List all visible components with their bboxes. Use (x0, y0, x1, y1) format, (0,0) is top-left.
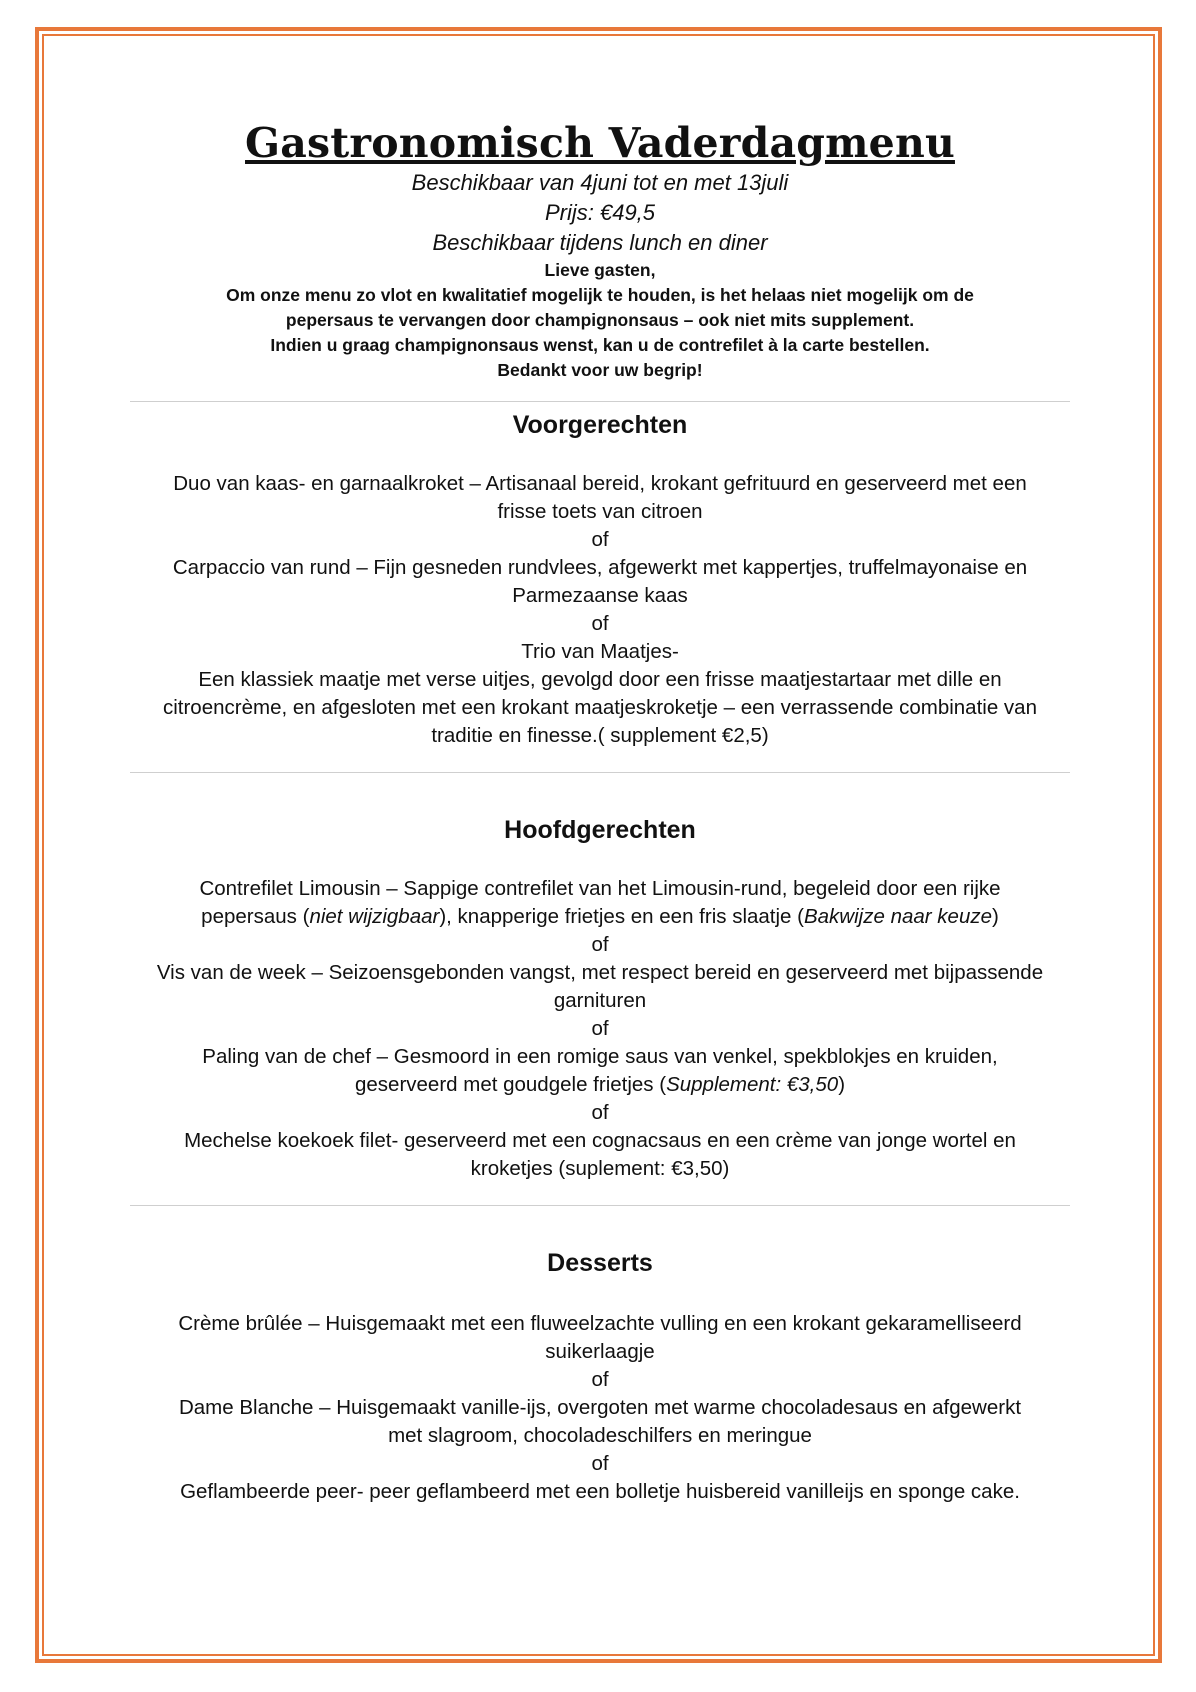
note-italic: Supplement: €3,50 (666, 1073, 839, 1096)
starter-item-cont: citroencrème, en afgesloten met een krokant maatjeskroketje – een verrassende combinatie van (162, 696, 1037, 719)
main-item-cont (130, 903, 1070, 931)
starters-title: Voorgerechten (512, 411, 688, 439)
menu-title: Gastronomisch Vaderdagmenu (245, 119, 955, 167)
main-item: Vis van de week – Seizoensgebonden vangst, met respect bereid en geserveerd met bijpassende (156, 961, 1044, 984)
or-separator: of (591, 1017, 609, 1040)
dessert-item: Dame Blanche – Huisgemaakt vanille-ijs, overgoten met warme chocoladesaus en afgewerkt (178, 1396, 1022, 1419)
main-item-cont (130, 1071, 1070, 1099)
dessert-item: Geflambeerde peer- peer geflambeerd met een bolletje huisbereid vanilleijs en sponge cake. (180, 1480, 1020, 1503)
starter-item: Trio van Maatjes- (521, 640, 679, 663)
starter-item-cont: Parmezaanse kaas (512, 584, 688, 607)
starter-item: Carpaccio van rund – Fijn gesneden rundvlees, afgewerkt met kappertjes, truffelmayonaise en (172, 556, 1028, 579)
or-separator: of (591, 1452, 609, 1475)
notice-line: Indien u graag champignonsaus wenst, kan u de contrefilet à la carte bestellen. (270, 335, 930, 355)
desserts-section (130, 1206, 1070, 1506)
text-run: ) (992, 905, 999, 928)
starter-item-cont: traditie en finesse.( supplement €2,5) (431, 724, 769, 747)
note-italic: Bakwijze naar keuze (803, 905, 992, 928)
text-run: pepersaus ( (201, 905, 310, 928)
notice-line: pepersaus te vervangen door champignonsaus – ook niet mits supplement. (285, 310, 915, 330)
mains-title: Hoofdgerechten (504, 816, 696, 844)
notice-line: Om onze menu zo vlot en kwalitatief mogelijk te houden, is het helaas niet mogelijk om de (226, 285, 974, 305)
availability-dates: Beschikbaar van 4juni tot en met 13juli (411, 170, 789, 195)
dessert-item-cont: suikerlaagje (545, 1340, 655, 1363)
main-item: Paling van de chef – Gesmoord in een romige saus van venkel, spekblokjes en kruiden, (202, 1045, 998, 1068)
starter-item-cont: Een klassiek maatje met verse uitjes, gevolgd door een frisse maatjestartaar met dille en (198, 668, 1002, 691)
starter-item: Duo van kaas- en garnaalkroket – Artisanaal bereid, krokant gefrituurd en geserveerd met een (173, 472, 1027, 495)
menu-price: Prijs: €49,5 (544, 200, 656, 225)
or-separator: of (591, 528, 609, 551)
text-run: ), knapperige frietjes en een fris slaatje ( (439, 905, 804, 928)
main-item: Mechelse koekoek filet- geserveerd met een cognacsaus en een crème van jonge wortel en (184, 1129, 1016, 1152)
or-separator: of (591, 612, 609, 635)
mains-section (130, 773, 1070, 1183)
menu-document (130, 118, 1070, 1506)
note-italic: niet wijzigbaar (309, 905, 440, 928)
or-separator: of (591, 933, 609, 956)
main-item-cont: garnituren (553, 989, 647, 1012)
service-times: Beschikbaar tijdens lunch en diner (432, 230, 768, 255)
notice-block (130, 258, 1070, 383)
notice-greeting: Lieve gasten, (544, 260, 656, 280)
main-item: Contrefilet Limousin – Sappige contrefilet van het Limousin-rund, begeleid door een rijke (199, 877, 1001, 900)
main-item-cont: kroketjes (suplement: €3,50) (470, 1157, 730, 1180)
notice-thanks: Bedankt voor uw begrip! (497, 360, 703, 380)
starter-item-cont: frisse toets van citroen (497, 500, 703, 523)
text-run: geserveerd met goudgele frietjes ( (354, 1073, 667, 1096)
text-run: ) (838, 1073, 846, 1096)
desserts-title: Desserts (547, 1249, 653, 1277)
or-separator: of (591, 1101, 609, 1124)
starters-section (130, 402, 1070, 750)
dessert-item: Crème brûlée – Huisgemaakt met een fluweelzachte vulling en een krokant gekaramelliseerd (178, 1312, 1022, 1335)
dessert-item-cont: met slagroom, chocoladeschilfers en meringue (388, 1424, 812, 1447)
or-separator: of (591, 1368, 609, 1391)
